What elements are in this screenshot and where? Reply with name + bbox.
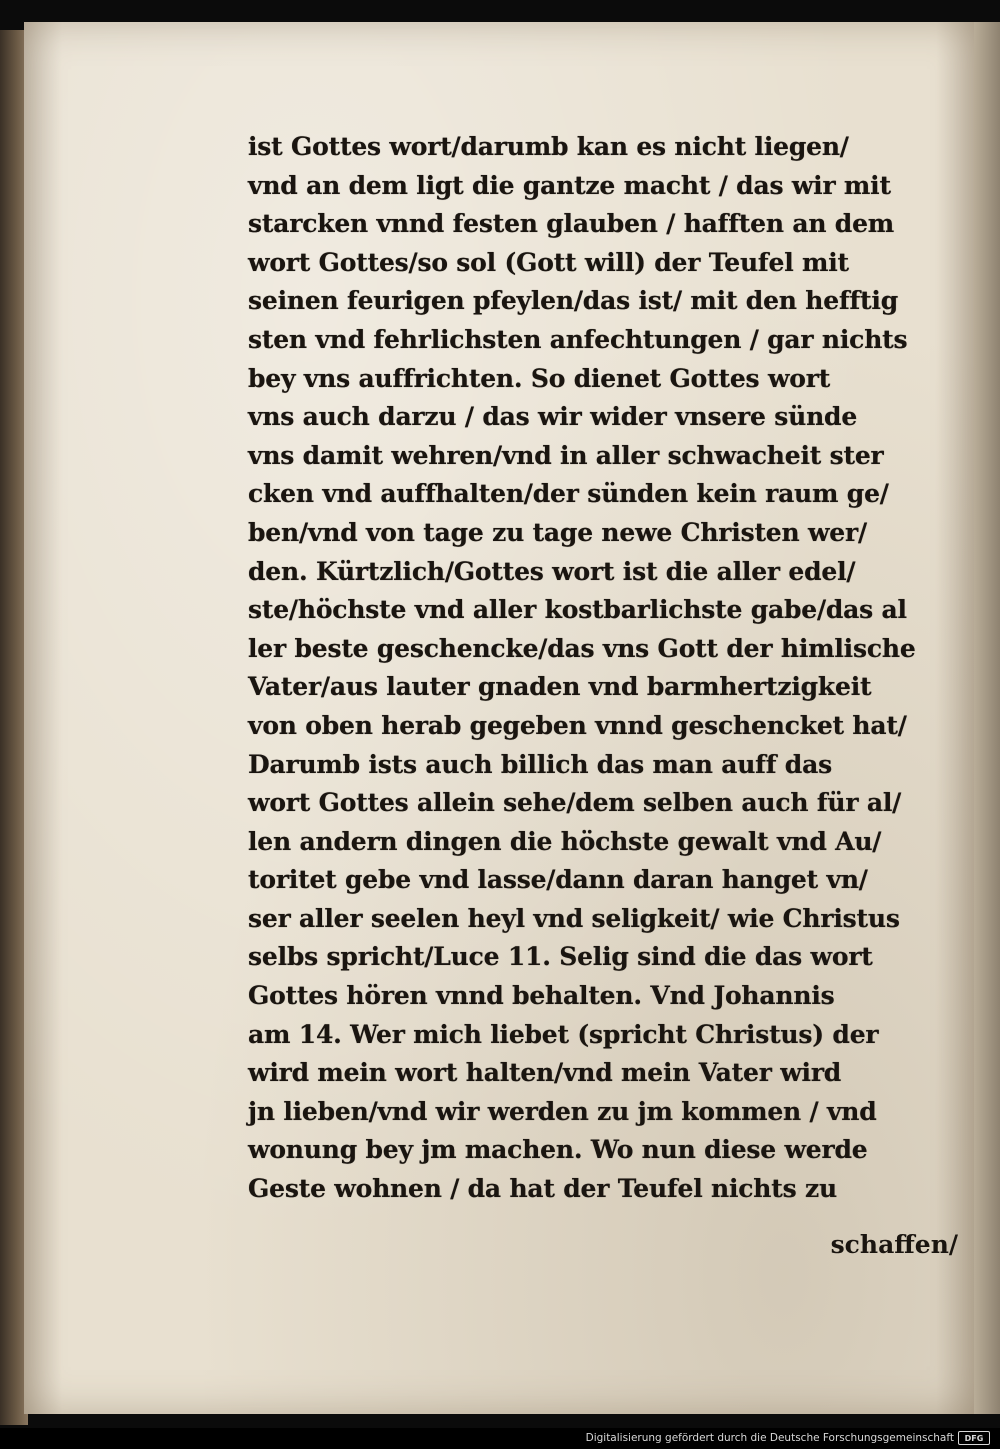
text-line: Geste wohnen / da hat der Teufel nichts zu	[248, 1174, 837, 1204]
text-line: wort Gottes allein sehe/dem selben auch für al/	[248, 788, 902, 818]
text-line: seinen feurigen pfeylen/das ist/ mit den hefftig	[248, 286, 898, 316]
text-line: von oben herab gegeben vnnd geschencket hat/	[248, 710, 907, 740]
footer-bar	[0, 1428, 1000, 1449]
catchword: schaffen/	[830, 1230, 958, 1259]
text-line: ste/höchste vnd aller kostbarlichste gabe/das al	[248, 595, 907, 625]
text-line: Darumb ists auch billich das man auff das	[248, 749, 832, 779]
text-line: wonung bey jm machen. Wo nun diese werde	[248, 1135, 868, 1165]
text-line: sten vnd fehrlichsten anfechtungen / gar nichts	[248, 324, 908, 354]
text-line: bey vns auffrichten. So dienet Gottes wort	[248, 363, 831, 393]
text-line: cken vnd auffhalten/der sünden kein raum ge/	[248, 479, 889, 509]
text-line: toritet gebe vnd lasse/dann daran hanget vn/	[248, 865, 868, 895]
dfg-logo-icon: DFG	[958, 1431, 990, 1445]
text-line: vns damit wehren/vnd in aller schwacheit ster	[248, 440, 884, 470]
text-line: vnd an dem ligt die gantze macht / das wir mit	[248, 170, 891, 200]
text-line: len andern dingen die höchste gewalt vnd Au/	[248, 826, 882, 856]
text-line: ler beste geschencke/das vns Gott der himlische	[248, 633, 916, 663]
text-line: jn lieben/vnd wir werden zu jm kommen / vnd	[248, 1096, 877, 1126]
text-line: wird mein wort halten/vnd mein Vater wird	[248, 1058, 842, 1088]
text-line: ben/vnd von tage zu tage newe Christen wer/	[248, 517, 867, 547]
text-line: starcken vnnd festen glauben / hafften an dem	[248, 209, 895, 239]
text-line: wort Gottes/so sol (Gott will) der Teufel mit	[248, 247, 849, 277]
funding-credit: Digitalisierung gefördert durch die Deutsche Forschungsgemeinschaft	[585, 1432, 954, 1444]
text-line: Gottes hören vnnd behalten. Vnd Johannis	[248, 981, 835, 1011]
text-line: ser aller seelen heyl vnd seligkeit/ wie Christus	[248, 903, 900, 933]
text-block	[248, 128, 974, 1209]
page-edge-strip	[974, 22, 1000, 1414]
text-line: am 14. Wer mich liebet (spricht Christus) der	[248, 1019, 879, 1049]
text-line: den. Kürtzlich/Gottes wort ist die aller edel/	[248, 556, 856, 586]
text-line: selbs spricht/Luce 11. Selig sind die das wort	[248, 942, 873, 972]
text-line: ist Gottes wort/darumb kan es nicht liegen/	[248, 132, 849, 161]
text-line: Vater/aus lauter gnaden vnd barmhertzigkeit	[248, 672, 872, 702]
text-line: vns auch darzu / das wir wider vnsere sünde	[248, 402, 858, 432]
